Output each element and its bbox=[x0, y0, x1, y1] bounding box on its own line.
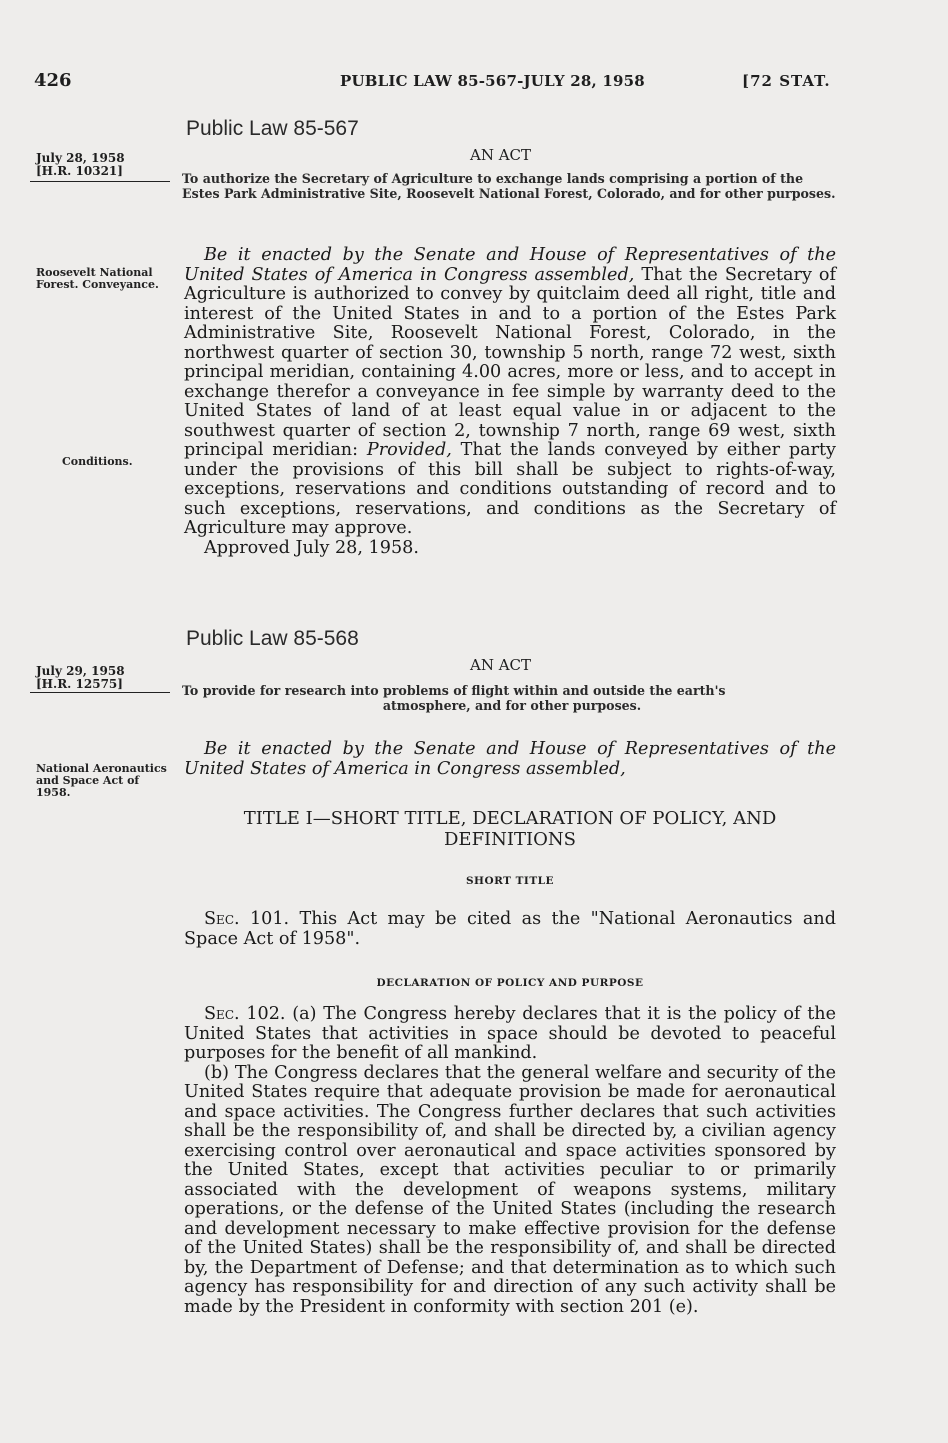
sec-102-label: Sec. 102. bbox=[204, 1004, 286, 1024]
running-title: PUBLIC LAW 85-567-JULY 28, 1958 bbox=[340, 72, 645, 90]
margin-rule bbox=[30, 692, 170, 693]
body-part-1: That the Secretary of Agriculture is authorized to convey by quitclaim deed all right, title and interest of the United States in and to a portion of the Estes Park Administrative Site, Roosevelt National Forest, Colorado, in the northwest quarter of section 30, township 5 north, range 72 west, sixth principal meridian, containing 4.00 acres, more or less, and to accept in exchange therefor a conveyance in fee simple by warranty deed to the United States of land of at least equal value in or adjacent to the southwest quarter of section 2, township 7 north, range 69 west, sixth principal meridian: bbox=[184, 264, 837, 460]
law-85-568-an-act: AN ACT bbox=[470, 656, 532, 674]
sec-101-text: This Act may be cited as the "National Aeronautics and Space Act of 1958". bbox=[184, 909, 836, 949]
law-85-567-margin-date bbox=[36, 152, 164, 178]
page-number: 426 bbox=[34, 70, 72, 91]
enacting-clause: Be it enacted by the Senate and House of Representatives of the United States of America in Congress assembled, bbox=[184, 739, 836, 779]
margin-bill: [H.R. 12575] bbox=[36, 677, 123, 691]
margin-date: July 28, 1958 bbox=[36, 151, 125, 165]
sec-102-a: (a) The Congress hereby declares that it is the policy of the United States that activities in space should be devoted to peaceful purposes for the benefit of all mankind. bbox=[184, 1004, 837, 1063]
section-102 bbox=[184, 1005, 836, 1317]
margin-bill: [H.R. 10321] bbox=[36, 164, 123, 178]
side-note-conditions: Conditions. bbox=[62, 455, 133, 468]
body-part-2: That the lands conveyed by either party under the provisions of this bill shall be subject to rights-of-way, exceptions, reservations and conditions outstanding of record and to such exceptions, reservations, and conditions as the Secretary of Agriculture may approve. bbox=[184, 440, 836, 538]
short-title-heading: SHORT TITLE bbox=[465, 875, 555, 887]
margin-date: July 29, 1958 bbox=[36, 664, 125, 678]
declaration-heading: DECLARATION OF POLICY AND PURPOSE bbox=[376, 977, 644, 989]
statute-reference: [72 STAT. bbox=[742, 72, 831, 90]
law-85-567-title: Public Law 85-567 bbox=[186, 117, 359, 140]
law-85-567-purpose: To authorize the Secretary of Agriculture to exchange lands comprising a portion of the Estes Park Administrative Site, Roosevelt National Forest, Colorado, and for other purposes. bbox=[182, 171, 836, 201]
sec-101-label: Sec. 101. bbox=[204, 909, 290, 929]
provided-word: Provided, bbox=[366, 440, 452, 460]
side-note-roosevelt: Roosevelt National Forest. Conveyance. bbox=[36, 266, 159, 291]
section-101 bbox=[184, 910, 836, 949]
law-85-568-title: Public Law 85-568 bbox=[186, 627, 359, 650]
approved-line: Approved July 28, 1958. bbox=[204, 537, 419, 558]
law-85-567-body bbox=[184, 246, 836, 558]
law-85-567-an-act: AN ACT bbox=[470, 146, 532, 164]
title-i-heading: TITLE I—SHORT TITLE, DECLARATION OF POLICY, AND DEFINITIONS bbox=[243, 808, 777, 850]
law-85-568-margin-date bbox=[36, 665, 164, 691]
enacting-clause: Be it enacted by the Senate and House of Representatives of the United States of America in Congress assembled, bbox=[184, 245, 836, 285]
law-85-568-purpose bbox=[182, 683, 842, 713]
side-note-nasa-act: National Aeronautics and Space Act of 1958. bbox=[36, 762, 167, 799]
law-85-568-enacting bbox=[184, 740, 836, 779]
purpose-line-1: To provide for research into problems of flight within and outside the earth's bbox=[182, 683, 726, 698]
sec-102-b: (b) The Congress declares that the general welfare and security of the United States require that adequate provision be made for aeronautical and space activities. The Congress further declares that such activities shall be the responsibility of, and shall be directed by, a civilian agency exercising control over aeronautical and space activities sponsored by the United States, except that activities peculiar to or primarily associated with the development of weapons systems, military operations, or the defense of the United States (including the research and development necessary to make effective provision for the defense of the United States) shall be the responsibility of, and shall be directed by, the Department of Defense; and that determination as to which such agency has responsibility for and direction of any such activity shall be made by the President in conformity with section 201 (e). bbox=[184, 1062, 836, 1317]
margin-rule bbox=[30, 181, 170, 182]
purpose-line-2: atmosphere, and for other purposes. bbox=[382, 698, 642, 713]
